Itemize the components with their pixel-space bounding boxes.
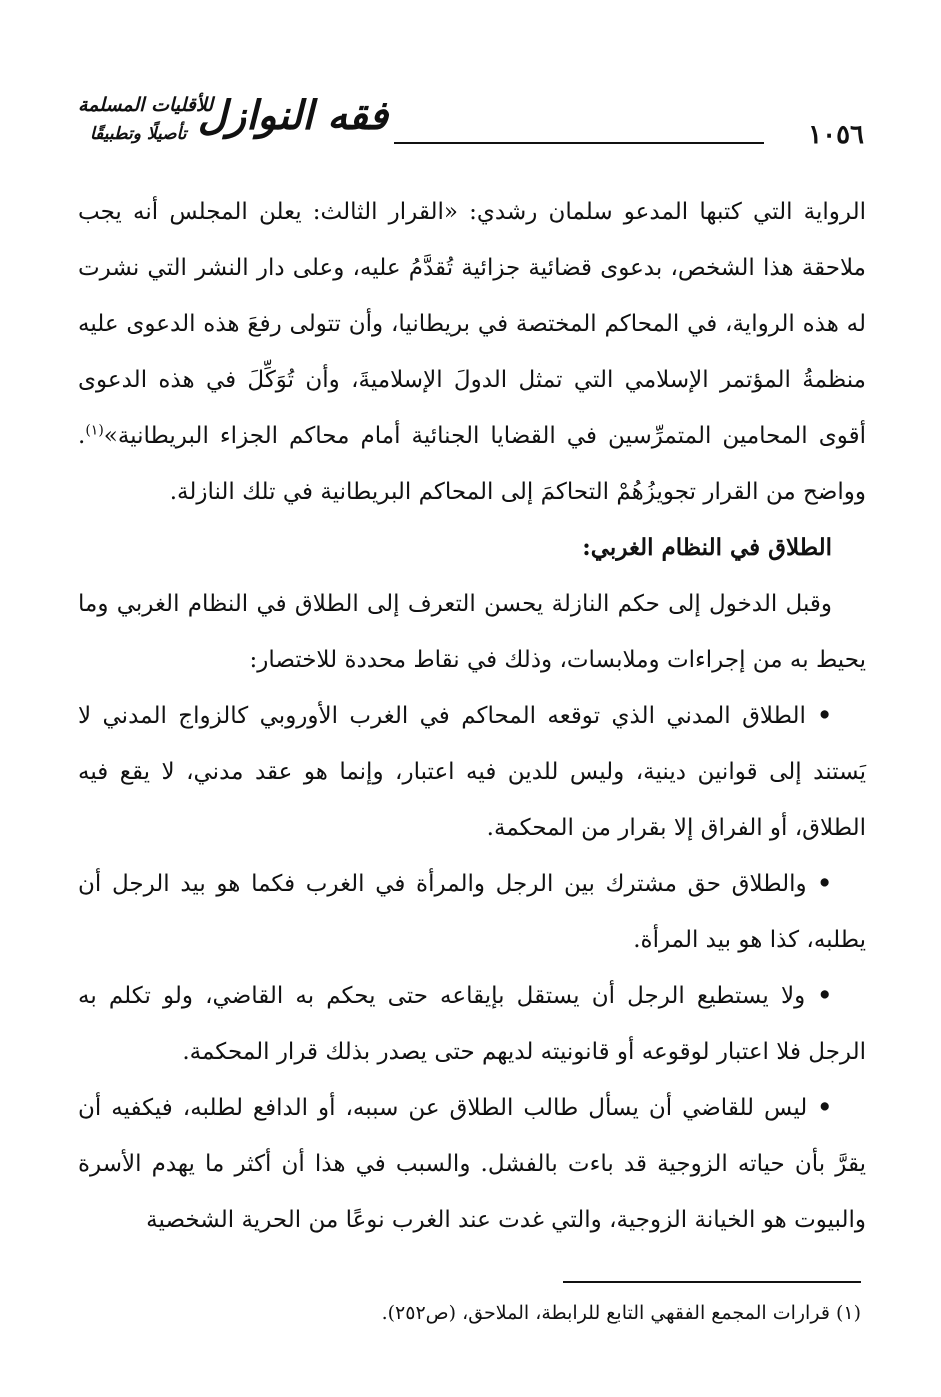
paragraph-quote-text: الرواية التي كتبها المدعو سلمان رشدي: «القرار الثالث: يعلن المجلس أنه يجب ملاحقة هذا الشخص، بدعوى قضائية جزائية تُقدَّمُ عليه، وعلى دار النشر التي نشرت له هذه الرواية، في المحاكم المختصة في بريطانيا، وأن تتولى رفعَ هذه الدعوى عليه منظمةُ المؤتمر الإسلامي التي تمثل الدولَ الإسلاميةَ، وأن تُوَكِّلَ في هذه الدعوى أقوى المحامين المتمرِّسين في القضايا الجنائية أمام محاكم الجزاء البريطانية» — [78, 199, 866, 449]
bullet-icon: • — [817, 870, 832, 897]
bullet-icon: • — [817, 702, 832, 729]
bullet-text: والطلاق حق مشترك بين الرجل والمرأة في الغرب فكما هو بيد الرجل أن يطلبه، كذا هو بيد المرأة. — [78, 871, 866, 953]
bullet-item — [78, 856, 866, 968]
bullet-icon: • — [817, 982, 833, 1009]
bullet-text: ليس للقاضي أن يسأل طالب الطلاق عن سببه، أو الدافع لطلبه، فيكفيه أن يقرَّ بأن حياته الزوجية قد باءت بالفشل. والسبب في هذا أن أكثر ما يهدم الأسرة والبيوت هو الخيانة الزوجية، والتي غدت عند الغرب نوعًا من الحرية الشخصية — [78, 1095, 866, 1233]
page-header — [78, 92, 864, 172]
paragraph-intro: وقبل الدخول إلى حكم النازلة يحسن التعرف إلى الطلاق في النظام الغربي وما يحيط به من إجراءات وملابسات، وذلك في نقاط محددة للاختصار: — [78, 591, 866, 673]
book-title-subtitle: للأقليات المسلمة — [78, 94, 213, 116]
footnote-separator — [563, 1281, 861, 1283]
book-title — [78, 92, 388, 168]
page-number: ١٠٥٦ — [808, 120, 864, 150]
bullet-item — [78, 688, 866, 856]
bullet-icon: • — [817, 1094, 833, 1121]
header-rule — [394, 142, 764, 144]
paragraph-quote — [78, 184, 866, 520]
book-title-tagline: تأصيلًا وتطبيقًا — [90, 124, 187, 144]
paragraph-quote-tail: . وواضح من القرار تجويزُهُمْ التحاكمَ إلى المحاكم البريطانية في تلك النازلة. — [78, 423, 866, 505]
book-title-main: فقه النوازل — [197, 92, 388, 139]
main-text — [78, 184, 866, 1248]
bullet-text: الطلاق المدني الذي توقعه المحاكم في الغرب الأوروبي كالزواج المدني لا يَستند إلى قوانين دينية، وليس للدين فيه اعتبار، وإنما هو عقد مدني، لا يقع فيه الطلاق، أو الفراق إلا بقرار من المحكمة. — [78, 703, 866, 841]
footnote-reference[interactable]: (١) — [85, 422, 104, 439]
bullet-item — [78, 1080, 866, 1248]
footnote: (١) قرارات المجمع الفقهي التابع للرابطة، الملاحق، (ص٢٥٢). — [381, 1302, 861, 1324]
bullet-text: ولا يستطيع الرجل أن يستقل بإيقاعه حتى يحكم به القاضي، ولو تكلم به الرجل فلا اعتبار لوقوعه أو قانونيته لديهم حتى يصدر بذلك قرار المحكمة. — [78, 983, 866, 1065]
bullet-item — [78, 968, 866, 1080]
section-heading: الطلاق في النظام الغربي: — [582, 534, 832, 561]
